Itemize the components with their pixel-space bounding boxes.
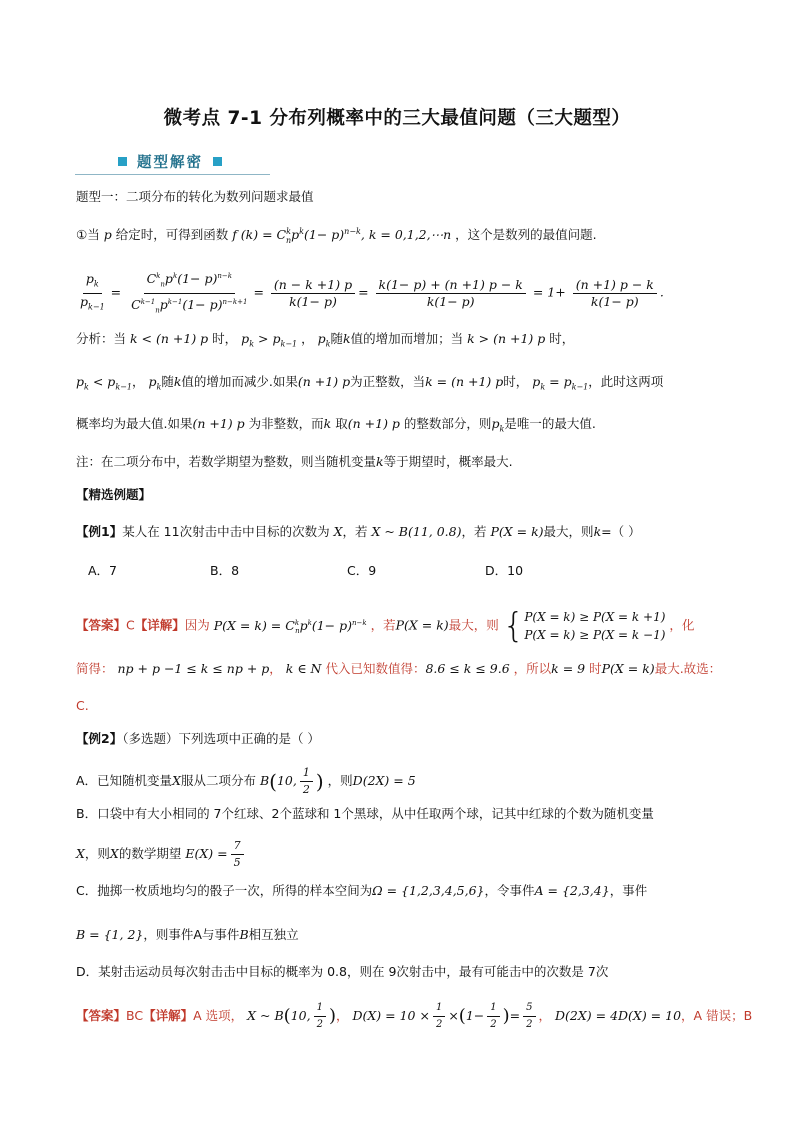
analysis-line3: 概率均为最大值.如果(n +1) p 为非整数，而k 取(n +1) p 的整数部分，则$p_k$是唯一的最大值. [76,416,596,434]
ex1-simplify-line: 简得： np + p −1 ≤ k ≤ np + p， k ∈ N 代入已知数值得：8.6 ≤ k ≤ 9.6 ，所以k = 9 时P(X = k)最大.故选： [76,661,722,676]
analysis-line2: $p_k < p_{k-1}$， $p_k$随k值的增加而减少.如果(n +1) p为正整数，当k = (n +1) p时， $p_k = p_{k-1}$，此时这两项 [76,374,664,392]
examples-heading: 【精选例题】 [76,487,152,502]
fraction: $\frac{p_k}{p_{k-1}}$ [80,271,105,312]
ex1-last-line: C. [76,698,89,713]
ex2-answer-line: 【答案】BC【详解】A 选项， X ~ B(10, $\frac{1}{2}$ )， D(X) = 10 × $\frac{1}{2}$ ×(1− $\frac{1}{2}$ )= $\frac{5}{2}$ ， D(2X) = 4D(X) = 10，A 错误；B [76,1002,753,1030]
example1-question: 【例1】某人在 11次射击中击中目标的次数为 X，若 X ~ B(11, 0.8)，若 P(X = k)最大，则k=（ ） [76,524,641,539]
text: . [659,284,664,300]
ex2-option-b: B．口袋中有大小相同的 7个红球、2个蓝球和 1个黑球，从中任取两个球，记其中红球的个数为随机变量 [76,806,654,821]
analysis-line1: 分析：当 k < (n +1) p 时， $p_k > p_{k-1}$ ， $p_k$随k值的增加而增加；当 k > (n +1) p 时， [76,331,575,349]
ex2-option-c-line2: B = {1, 2}，则事件A与事件B相互独立 [76,927,299,942]
note-line: 注：在二项分布中，若数学期望为整数，则当随机变量k等于期望时，概率最大. [76,454,513,469]
ex2-option-b-line2: X，则X的数学期望 E(X) = $\frac{7}{5}$ [76,838,247,871]
ex2-option-c: C．抛掷一枚质地均匀的骰子一次，所得的样本空间为Ω = {1,2,3,4,5,6}，令事件A = {2,3,4}，事件 [76,883,648,898]
section-label: 题型解密 [137,154,203,171]
ex1-option-c: C．9 [347,563,377,578]
ex1-answer-line: 【答案】C【详解】因为 $P(X = k) = C^k_np^k(1- p)^{n-k}$ ，若P(X = k)最大，则 { P(X = k) ≥ P(X = k +1) P(X = k) ≥ P(X = k −1) ，化 [76,606,695,646]
text: ①当 [76,227,100,243]
text: = 1+ [532,284,566,300]
ex1-option-b: B．8 [210,563,240,578]
ex1-option-a: A．7 [88,563,118,578]
fraction: $\frac{k(1- p) + (n +1) p - k}{k(1- p)}$ [376,277,526,310]
math-p: p [103,227,112,243]
fraction: $\frac{C^k_np^k(1- p)^{n-k}}{C^{k-1}_np^{k-1}(1- p)^{n-k+1}}$ [128,268,250,318]
section-divider [75,174,270,175]
math-formula: f $(k) = C^k_np^k(1- p)^{n-k}$, k = 0,1,2,⋯n [232,227,452,245]
inequality-system: P(X = k) ≥ P(X = k +1) P(X = k) ≥ P(X = k −1) [524,610,666,642]
text: 给定时，可得到函数 [115,227,229,243]
ratio-equation: $\frac{p_k}{p_{k-1}}$ = $\frac{C^k_np^k(1- p)^{n-k}}{C^{k-1}_np^{k-1}(1- p)^{n-k+1}}$ = $\frac{(n - k +1) p}{k(1- p)}$ = $\frac{k(1- p) + (n +1) p - k}{k(1- p)}$ = 1+ $\frac{(n +1) p - k}{k(1- p)}$ . [74,268,664,318]
ex2-option-d: D．某射击运动员每次射击击中目标的概率为 0.8，则在 9次射击中，最有可能击中的次数是 7次 [76,964,609,979]
ex2-option-a: A．已知随机变量X服从二项分布 B(10, $\frac{1}{2}$ ) ，则D(2X) = 5 [76,766,416,796]
left-brace-icon: { [502,606,525,646]
page-title: 微考点 7-1 分布列概率中的三大最值问题（三大题型） [163,108,631,129]
square-bullet-icon [213,157,222,166]
fraction: $\frac{(n - k +1) p}{k(1- p)}$ [271,277,355,310]
square-bullet-icon [118,157,127,166]
type1-heading: 题型一：二项分布的转化为数列问题求最值 [76,189,314,204]
fraction: $\frac{(n +1) p - k}{k(1- p)}$ [573,277,657,310]
example2-question: 【例2】（多选题）下列选项中正确的是（ ） [76,731,320,746]
text: ，这个是数列的最值问题. [455,227,597,243]
type1-line1 [76,223,597,250]
section-header [118,150,222,172]
ex1-option-d: D．10 [485,563,524,578]
